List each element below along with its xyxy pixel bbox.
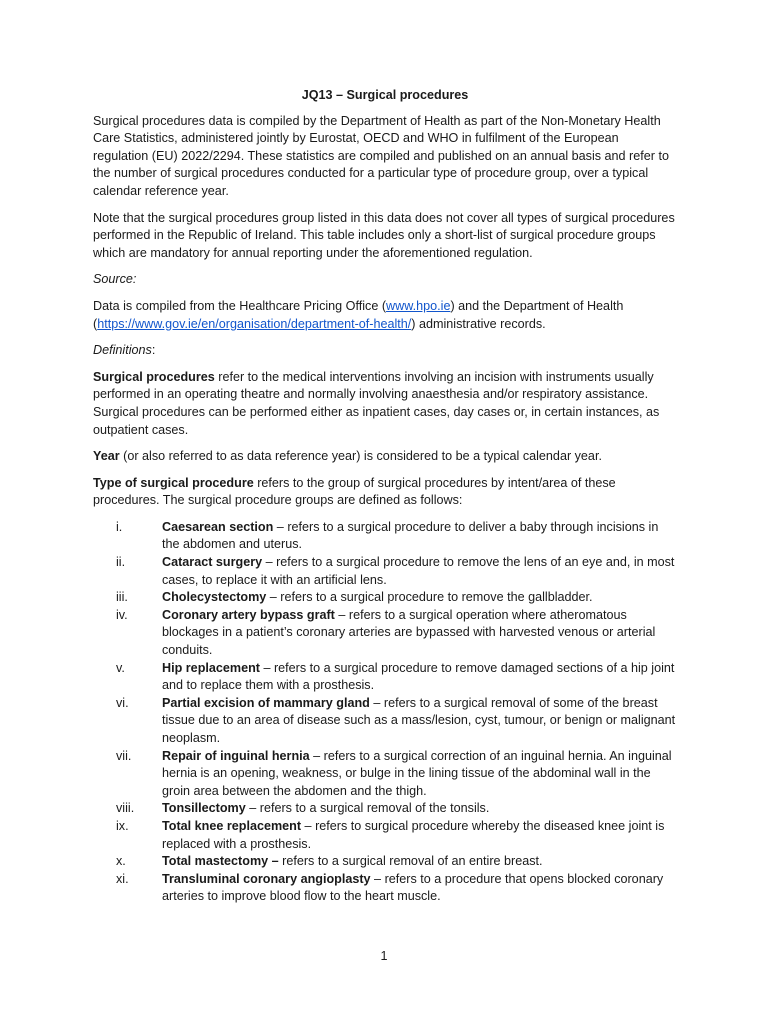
note-paragraph: Note that the surgical procedures group listed in this data does not cover all types of surgical procedures performed in the Republic of Ireland. This table includes only a short-list of surgical procedure groups which are mandatory for annual reporting under the aforementioned regulation.	[93, 210, 675, 260]
list-item-term: Cataract surgery	[162, 555, 263, 570]
list-item	[93, 589, 677, 607]
list-item	[93, 660, 677, 695]
list-item-term: Total mastectomy –	[162, 854, 279, 869]
department-of-health-link[interactable]: https://www.gov.ie/en/organisation/department-of-health/	[97, 316, 412, 331]
list-item-number: ii.	[116, 555, 126, 570]
list-item-text: – refers to a surgical procedure to remove the gallbladder.	[266, 590, 593, 605]
list-item-body	[162, 554, 677, 589]
list-item-body	[162, 800, 677, 818]
definition-term: Year	[93, 449, 120, 464]
list-item-term: Coronary artery bypass graft	[162, 607, 335, 622]
page-content	[93, 87, 677, 906]
list-item-text: – refers to a surgical procedure to remove the lens of an eye and, in most cases, to replace it with an artificial lens.	[162, 555, 675, 587]
list-item-term: Cholecystectomy	[162, 590, 267, 605]
list-item-body	[162, 607, 677, 660]
list-item	[93, 607, 677, 660]
list-item	[93, 748, 677, 801]
list-item-body	[162, 589, 677, 607]
source-text-after: ) administrative records.	[411, 316, 546, 331]
list-item-term: Repair of inguinal hernia	[162, 748, 310, 763]
list-item-number: vi.	[116, 695, 129, 710]
definition-text: refers to the group of surgical procedures by intent/area of these procedures. The surgical procedure groups are defined as follows:	[93, 475, 616, 508]
list-item-number: ix.	[116, 818, 129, 833]
list-item-number: iv.	[116, 607, 128, 622]
list-item-text: refers to a surgical removal of an entire breast.	[278, 854, 543, 869]
year-definition	[93, 448, 677, 466]
list-item-number: i.	[116, 519, 123, 534]
list-item-number: viii.	[116, 801, 135, 816]
list-item-number: vii.	[116, 748, 132, 763]
list-item-text: – refers to a procedure that opens blocked coronary arteries to improve blood flow to the heart muscle.	[162, 871, 664, 904]
definition-text: refer to the medical interventions involving an incision with instruments usually performed in an operating theatre and normally involving anaesthesia and/or respiratory assistance. Surgical procedures can be performed either as inpatient cases, day cases or, in certain instances, as outpatient cases.	[93, 369, 660, 437]
page-title: JQ13 – Surgical procedures	[301, 88, 469, 102]
list-item-term: Caesarean section	[162, 519, 274, 534]
source-heading-text: Source:	[93, 272, 137, 287]
source-heading	[93, 271, 677, 289]
definitions-heading	[93, 342, 677, 360]
list-item-body	[162, 660, 677, 695]
hpo-link[interactable]: www.hpo.ie	[386, 298, 451, 313]
source-text-before: Data is compiled from the Healthcare Pricing Office (	[93, 298, 387, 313]
procedure-group-list	[93, 519, 677, 906]
list-item-body	[162, 871, 677, 906]
list-item-text: – refers to a surgical removal of some of the breast tissue due to an area of disease such as a mass/lesion, cyst, tumour, or benign or malignant neoplasm.	[162, 695, 676, 745]
list-item	[93, 519, 677, 554]
definitions-colon: :	[151, 343, 156, 358]
list-item-number: xi.	[116, 871, 129, 886]
list-item	[93, 695, 677, 748]
list-item	[93, 871, 677, 906]
list-item-number: v.	[116, 660, 125, 675]
intro-paragraph: Surgical procedures data is compiled by the Department of Health as part of the Non-Monetary Health Care Statistics, administered jointly by Eurostat, OECD and WHO in fulfilment of the European regulation (EU) 2022/2294. These statistics are compiled and published on an annual basis and refer to the number of surgical procedures conducted for a particular type of procedure group, over a typical calendar reference year.	[93, 113, 669, 198]
type-definition	[93, 475, 677, 510]
list-item-term: Hip replacement	[162, 660, 260, 675]
list-item-text: – refers to a surgical correction of an inguinal hernia. An inguinal hernia is an opening, weakness, or bulge in the lining tissue of the abdominal wall in the groin area between the abdomen and the thigh.	[162, 748, 672, 798]
list-item-body	[162, 748, 677, 801]
definition-text: (or also referred to as data reference year) is considered to be a typical calendar year.	[119, 449, 602, 464]
list-item-number: iii.	[116, 590, 128, 605]
list-item-number: x.	[116, 854, 126, 869]
list-item-text: – refers to a surgical procedure to deliver a baby through incisions in the abdomen and uterus.	[162, 519, 659, 552]
list-item-text: – refers to surgical procedure whereby the diseased knee joint is replaced with a prosthesis.	[162, 818, 665, 851]
surgical-procedures-definition	[93, 369, 677, 439]
list-item-text: – refers to a surgical procedure to remove damaged sections of a hip joint and to replace them with a prosthesis.	[162, 660, 675, 693]
list-item-body	[162, 695, 677, 748]
definition-term: Type of surgical procedure	[93, 475, 254, 490]
list-item-text: – refers to a surgical operation where atheromatous blockages in a patient’s coronary arteries are bypassed with harvested venous or arterial conduits.	[162, 607, 656, 658]
list-item	[93, 853, 677, 871]
list-item-body	[162, 818, 677, 853]
list-item	[93, 818, 677, 853]
list-item	[93, 554, 677, 589]
source-paragraph	[93, 298, 677, 333]
list-item-text: – refers to a surgical removal of the tonsils.	[245, 801, 490, 816]
definitions-heading-text: Definitions	[93, 343, 152, 358]
list-item	[93, 800, 677, 818]
source-text-middle: ) and the Department of Health (	[93, 298, 624, 331]
list-item-body	[162, 853, 677, 871]
list-item-term: Total knee replacement	[162, 818, 302, 833]
list-item-body	[162, 519, 677, 554]
list-item-term: Partial excision of mammary gland	[162, 695, 370, 710]
list-item-term: Transluminal coronary angioplasty	[162, 871, 371, 886]
definition-term: Surgical procedures	[93, 369, 215, 384]
list-item-term: Tonsillectomy	[162, 801, 246, 816]
page-number: 1	[380, 949, 388, 963]
